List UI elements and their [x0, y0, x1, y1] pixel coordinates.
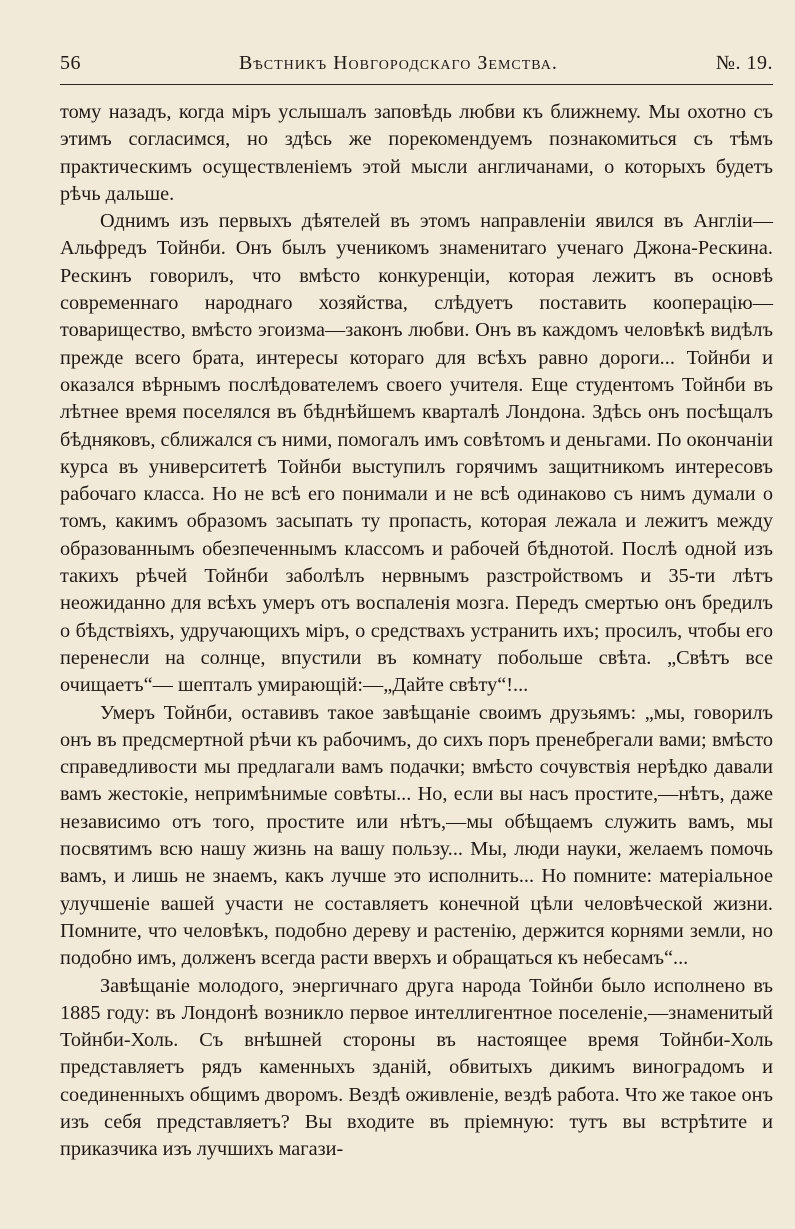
issue-number: №. 19.	[715, 52, 773, 74]
running-header	[60, 52, 773, 85]
document-page	[60, 52, 773, 1164]
body-text	[60, 99, 773, 1164]
page-number: 56	[60, 52, 81, 74]
paragraph-continued: тому назадъ, когда міръ услышалъ заповѣдь любви къ ближнему. Мы охотно съ этимъ согласимся, но здѣсь же порекомендуемъ познакомиться съ тѣмъ практическимъ осуществленіемъ этой мысли англичанами, о которыхъ будетъ рѣчь дальше.	[60, 101, 773, 205]
paragraph-toynbee-testament: Умеръ Тойнби, оставивъ такое завѣщаніе своимъ друзьямъ: „мы, говорилъ онъ въ предсмертной рѣчи къ рабочимъ, до сихъ поръ пренебрегали вами; вмѣсто справедливости мы предлагали вамъ подачки; вмѣсто сочувствія нерѣдко давали вамъ жестокіе, непримѣнимые совѣты... Но, если вы насъ простите,—нѣтъ, даже независимо отъ того, простите или нѣтъ,—мы обѣщаемъ служить вамъ, мы посвятимъ всю нашу жизнь на вашу пользу... Мы, люди науки, желаемъ помочь вамъ, и лишь не знаемъ, какъ лучше это исполнить... Но помните: матеріальное улучшеніе вашей участи не составляетъ конечной цѣли человѣческой жизни. Помните, что человѣкъ, подобно дереву и растенію, держится корнями земли, но подобно имъ, долженъ всегда расти вверхъ и обращаться къ небесамъ“...	[60, 701, 773, 970]
journal-title: Вѣстникъ Новгородскаго Земства.	[239, 52, 558, 74]
paragraph-toynbee-hall: Завѣщаніе молодого, энергичнаго друга народа Тойнби было исполнено въ 1885 году: въ Лондонѣ возникло первое интеллигентное поселеніе,—знаменитый Тойнби-Холь. Съ внѣшней стороны въ настоящее время Тойнби-Холь представляетъ рядъ каменныхъ зданій, обвитыхъ дикимъ виноградомъ и соединенныхъ общимъ дворомъ. Вездѣ оживленіе, вездѣ работа. Что же такое онъ изъ себя представляетъ? Вы входите въ пріемную: тутъ вы встрѣтите и приказчика изъ лучшихъ магази-	[60, 974, 773, 1161]
paragraph-toynbee-intro: Однимъ изъ первыхъ дѣятелей въ этомъ направленіи явился въ Англіи—Альфредъ Тойнби. Онъ былъ ученикомъ знаменитаго ученаго Джона-Рескина. Рескинъ говорилъ, что вмѣсто конкуренціи, которая лежитъ въ основѣ современнаго народнаго хозяйства, слѣдуетъ поставить кооперацію—товарищество, вмѣсто эгоизма—законъ любви. Онъ въ каждомъ человѣкѣ видѣлъ прежде всего брата, интересы котораго для всѣхъ равно дороги... Тойнби и оказался вѣрнымъ послѣдователемъ своего учителя. Еще студентомъ Тойнби въ лѣтнее время поселялся въ бѣднѣйшемъ кварталѣ Лондона. Здѣсь онъ посѣщалъ бѣдняковъ, сближался съ ними, помогалъ имъ совѣтомъ и деньгами. По окончаніи курса въ университетѣ Тойнби выступилъ горячимъ защитникомъ интересовъ рабочаго класса. Но не всѣ его понимали и не всѣ одинаково съ нимъ думали о томъ, какимъ образомъ засыпать ту пропасть, которая лежала и лежитъ между образованнымъ обезпеченнымъ классомъ и рабочей бѣднотой. Послѣ одной изъ такихъ рѣчей Тойнби заболѣлъ нервнымъ разстройствомъ и 35-ти лѣтъ неожиданно для всѣхъ умеръ отъ воспаленія мозга. Передъ смертью онъ бредилъ о бѣдствіяхъ, удручающихъ міръ, о средствахъ устранить ихъ; просилъ, чтобы его перенесли на солнце, впустили въ комнату побольше свѣта. „Свѣтъ все очищаетъ“— шепталъ умирающій:—„Дайте свѣту“!...	[60, 210, 773, 697]
